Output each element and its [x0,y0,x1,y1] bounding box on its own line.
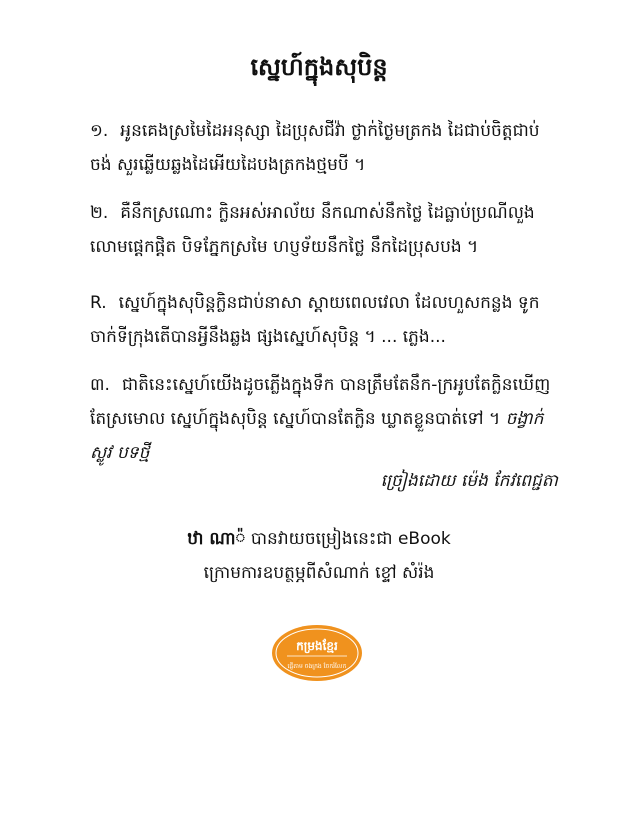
stanza-line: ជាតិនេះស្នេហ៍យើងដូចភ្លើងក្នុងទឹក បានត្រឹមតែនឹក-ក្រអូបតែក្លិនឃើញ [121,375,551,395]
stanza-line: ចាក់ទីក្រុងតើបានអ្វីនឹងឆ្លង ផ្សងស្នេហ៍សុបិន្ត ។ ... ភ្លេង... [90,327,446,347]
logo-title: កម្រងខ្មែរ [296,639,338,653]
stanza-refrain [90,286,558,354]
singer-credit: ច្រៀងដោយ ម៉េង កែវពេជ្ជតា [380,471,558,491]
stanza-3 [90,368,558,470]
stanza-line: តែស្រមោល ស្នេហ៍ក្នុងសុបិន្ត ស្នេហ៍បានតែក្លិន ឃ្លាតខ្លួនបាត់ទៅ ។ [90,409,501,429]
khmer-logo-icon [271,624,363,682]
stanza-2 [90,196,558,264]
song-title: ស្នេហ៍ក្នុងសុបិន្ត [250,53,388,81]
stanza-number: ១. [90,121,109,141]
stanza-line: លោមផ្ដេកផ្ដិត បិទភ្នែកស្រមៃ ហប្ញទ័យនឹកថ្លៃ នឹកដៃប្រុសបង ។ [90,237,479,257]
stanza-1 [90,114,558,182]
publisher-note [0,522,638,590]
publisher-line-1: បានវាយចម្រៀងនេះជា eBook [250,529,451,549]
rhythm-name: ស្លូវ បទថ្មី [90,443,150,463]
stanza-line: គឺនឹកស្រណោះ ក្លិនអស់អាល័យ នឹកណាស់នឹកថ្លៃ ដៃធ្លាប់ប្រណីលួង [120,203,535,223]
stanza-number: ២. [90,203,109,223]
publisher-line-2: ក្រោមការឧបត្ថម្ភពីសំណាក់ ខ្ទៅ សំរ៉ង [203,563,435,583]
stanza-line: អូនគេងស្រមៃដៃអនុស្សា ដៃប្រុសជីវ៉ា ថ្ងាក់ថ្ងៃមត្រកង ដៃជាប់ចិត្តជាប់ [120,121,540,141]
stanza-number: ៣. [90,375,110,395]
stanza-line: ចង់ សួរឆ្លើយឆ្លងដៃអើយដៃបងត្រកងថ្មមបី ។ [90,155,366,175]
stanza-line: ស្នេហ៍ក្នុងសុបិន្តក្លិនជាប់នាសា ស្ដាយពេលវេលា ដែលហួសកន្លង ទូក [118,293,540,313]
stanza-number: R. [90,293,107,313]
logo-subtitle: ផ្ញើតាម ចងក្រង ចែករំលែក [287,663,347,670]
typist-name: ឋា ណា៉ [187,529,246,549]
rhythm-label: ចង្វាក់ [505,409,544,429]
